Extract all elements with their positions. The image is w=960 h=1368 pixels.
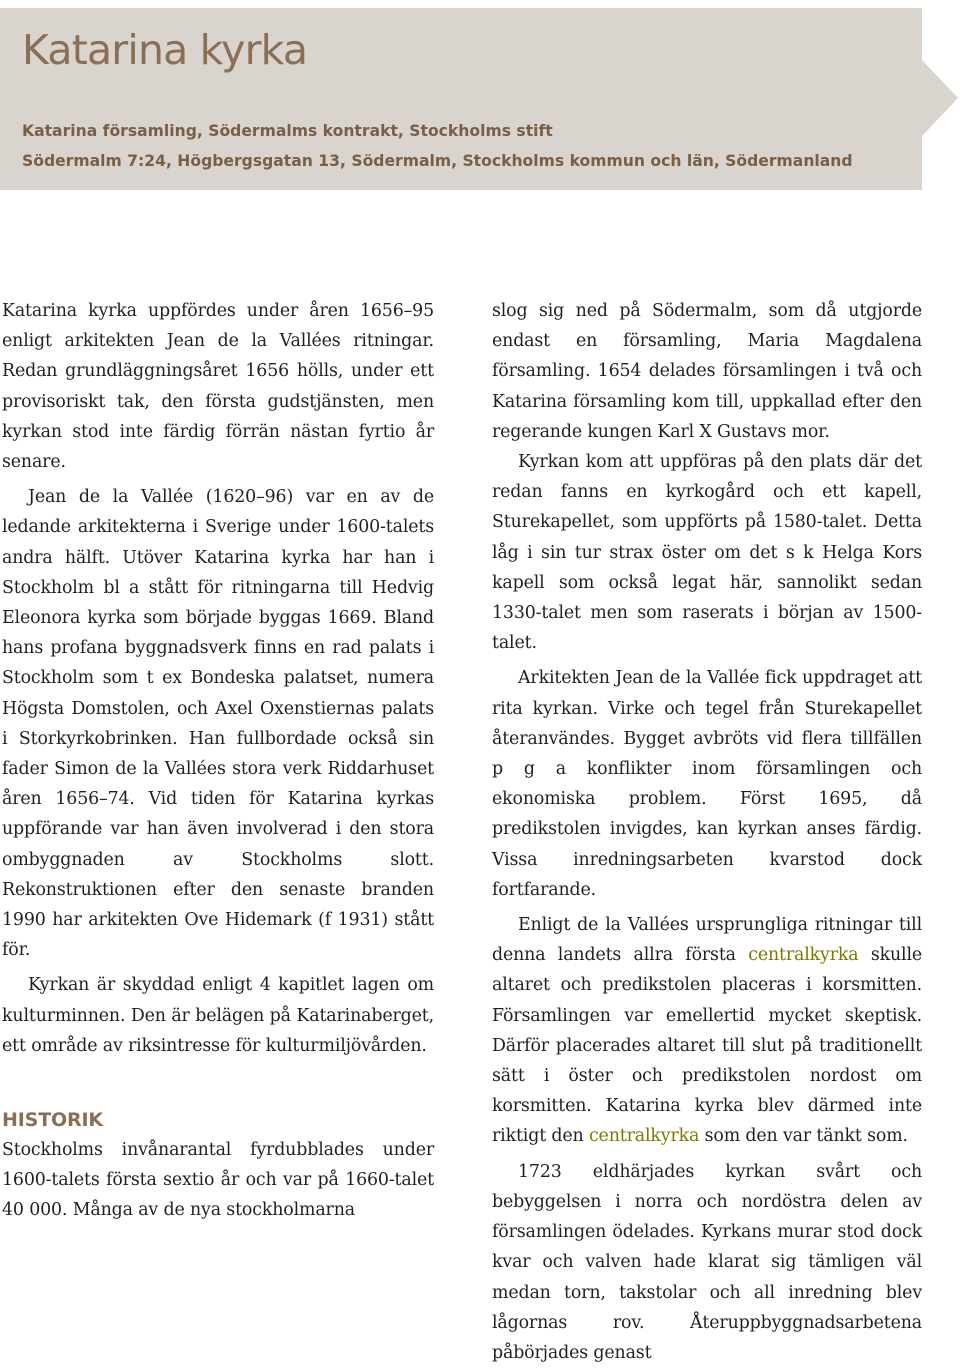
page-title: Katarina kyrka <box>22 26 308 74</box>
section-heading-historik: HISTORIK <box>2 1109 103 1132</box>
history-paragraph: Stockholms invånarantal fyrdubblades under 1600-talets första sextio år och var på 1660-talet 40 000. Många av de nya stockholmarna <box>2 1140 434 1221</box>
fire-paragraph: 1723 eldhärjades kyrkan svårt och bebyggelsen i norra och nordöstra delen av församlingen ödelades. Kyrkans murar stod dock kvar och valven hade klarat sig tämligen väl medan torn, takstolar och all inredning blev lågornas rov. Återuppbyggnadsarbetena påbörjades genast <box>492 1161 922 1363</box>
protection-paragraph: Kyrkan är skyddad enligt 4 kapitlet lagen om kulturminnen. Den är belägen på Katarinaberget, ett område av riksintresse för kulturmiljövården. <box>2 975 434 1056</box>
left-column <box>2 296 434 1226</box>
site-paragraph: Kyrkan kom att uppföras på den plats där det redan fanns en kyrkogård och ett kapell, Sturekapellet, som uppförts på 1580-talet. Detta låg i sin tur strax öster om det s k Helga Kors kapell som också legat här, sannolikt sedan 1330-talet men som raserats i början av 1500-talet. <box>492 452 922 654</box>
centralkyrka-link[interactable]: centralkyrka <box>748 945 859 966</box>
central-church-paragraph <box>492 910 922 1152</box>
right-column <box>492 296 922 1368</box>
subtitle-parish: Katarina församling, Södermalms kontrakt, Stockholms stift <box>22 122 553 140</box>
centralkyrka-link-2[interactable]: centralkyrka <box>588 1126 700 1147</box>
architect-paragraph: Jean de la Vallée (1620–96) var en av de ledande arkitekterna i Sverige under 1600-talets andra hälft. Utöver Katarina kyrka har han i Stockholm bl a stått för ritningarna till Hedvig Eleonora kyrka som började byggas 1669. Bland hans profana byggnadsverk finns en rad palats i Stockholm som t ex Bondeska palatset, numera Högsta Domstolen, och Axel Oxenstiernas palats i Storkyrkobrinken. Han fullbordade också sin fader Simon de la Vallées stora verk Riddarhuset åren 1656–74. Vid tiden för Katarina kyrkas uppförande var han även involverad i den stora ombyggnaden av Stockholms slott. Rekonstruktionen efter den senaste branden 1990 har arkitekten Ove Hidemark (f 1931) stått för. <box>2 487 434 961</box>
central-church-text-1: Enligt de la Vallées ursprungliga ritningar till denna landets allra första <box>492 915 922 966</box>
construction-paragraph: Arkitekten Jean de la Vallée fick uppdraget att rita kyrkan. Virke och tegel från Sturekapellet återanvändes. Bygget avbröts vid flera tillfällen p g a konflikter inom församlingen och ekonomiska problem. Först 1695, då predikstolen invigdes, kan kyrkan anses färdig. Vissa inredningsarbeten kvarstod dock fortfarande. <box>492 668 922 900</box>
parish-paragraph: slog sig ned på Södermalm, som då utgjorde endast en församling, Maria Magdalena församling. 1654 delades församlingen i två och Katarina församling kom till, uppkallad efter den regerande kungen Karl X Gustavs mor. <box>492 301 922 442</box>
intro-paragraph: Katarina kyrka uppfördes under åren 1656–95 enligt arkitekten Jean de la Vallées ritningar. Redan grundläggningsåret 1656 hölls, under ett provisoriskt tak, den första gudstjänsten, men kyrkan stod inte färdig förrän nästan fyrtio år senare. <box>2 301 434 473</box>
subtitle-location: Södermalm 7:24, Högbergsgatan 13, Södermalm, Stockholms kommun och län, Södermanland <box>22 152 853 170</box>
header-arrow-shape <box>922 60 958 136</box>
central-church-text-3: som den var tänkt som. <box>699 1126 908 1147</box>
central-church-text-2: skulle altaret och predikstolen placeras i korsmitten. Församlingen var emellertid mycket skeptisk. Därför placerades altaret till slut på traditionellt sätt i öster och predikstolen nordost om korsmitten. Katarina kyrka blev därmed inte riktigt den <box>492 945 922 1147</box>
